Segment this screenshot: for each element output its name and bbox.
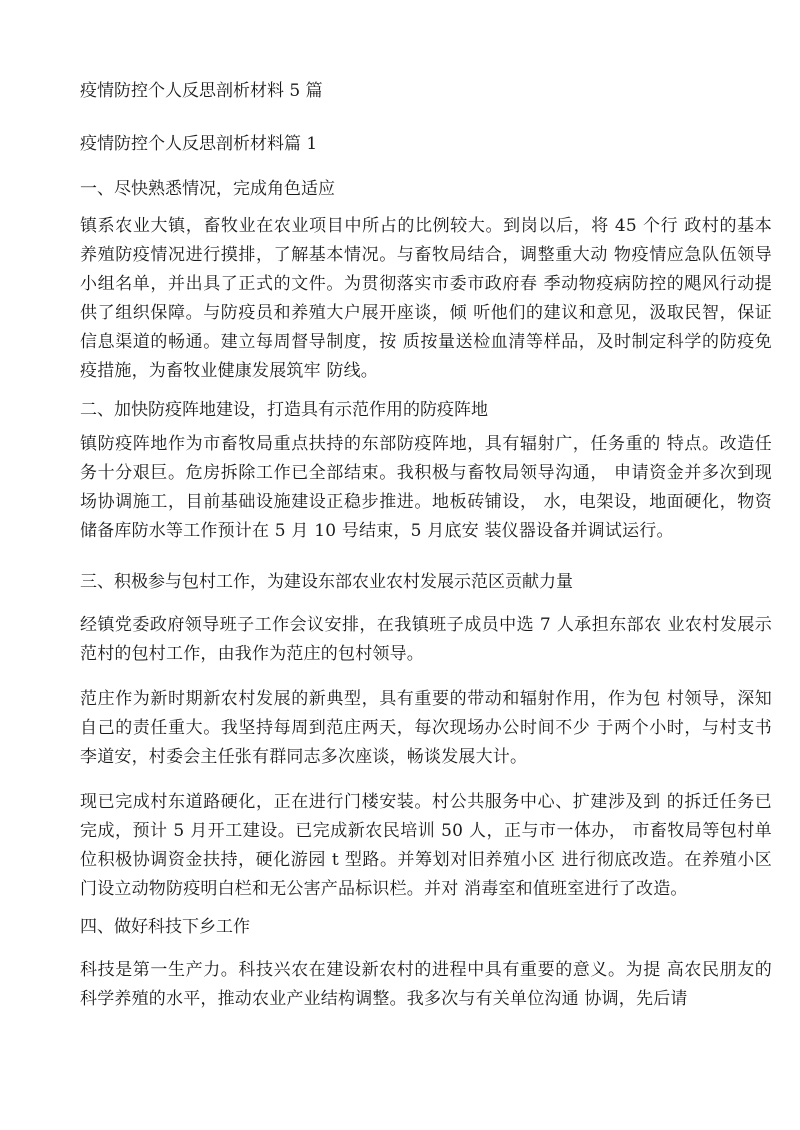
section-3-heading: 三、积极参与包村工作，为建设东部农业农村发展示范区贡献力量 [80, 572, 573, 592]
section-4-paragraph-1: 科技是第一生产力。科技兴农在建设新农村的进程中具有重要的意义。为提 高农民朋友的科学养殖的水平，推动农业产业结构调整。我多次与有关单位沟通 协调，先后请 [80, 960, 772, 1009]
section-2-heading: 二、加快防疫阵地建设，打造具有示范作用的防疫阵地 [80, 400, 488, 420]
section-3-paragraph-2: 范庄作为新时期新农村发展的新典型，具有重要的带动和辐射作用，作为包 村领导，深知自己的责任重大。我坚持每周到范庄两天，每次现场办公时间不少 于两个小时，与村支书李道安，村委会主任张有群同志多次座谈，畅谈发展大计。 [80, 689, 772, 767]
section-2-paragraph-1: 镇防疫阵地作为市畜牧局重点扶持的东部防疫阵地，具有辐射广，任务重的 特点。改造任务十分艰巨。危房拆除工作已全部结束。我积极与畜牧局领导沟通， 申请资金并多次到现场协调施工，目前基础设施建设正稳步推进。地板砖铺设， 水，电架设，地面硬化，物资储备库防水等工作预计在 5 月 10 号结束，5 月底安 装仪器设备并调试运行。 [80, 434, 772, 541]
section-1-paragraph-1: 镇系农业大镇，畜牧业在农业项目中所占的比例较大。到岗以后，将 45 个行 政村的基本养殖防疫情况进行摸排，了解基本情况。与畜牧局结合，调整重大动 物疫情应急队伍领导小组名单，并出具了正式的文件。为贯彻落实市委市政府春 季动物疫病防控的飓风行动提供了组织保障。与防疫员和养殖大户展开座谈，倾 听他们的建议和意见，汲取民智，保证信息渠道的畅通。建立每周督导制度，按 质按量送检血清等样品，及时制定科学的防疫免疫措施，为畜牧业健康发展筑牢 防线。 [80, 216, 772, 381]
section-1-heading: 一、尽快熟悉情况，完成角色适应 [80, 179, 335, 199]
section-3-paragraph-3: 现已完成村东道路硬化，正在进行门楼安装。村公共服务中心、扩建涉及到 的拆迁任务已完成，预计 5 月开工建设。已完成新农民培训 50 人，正与市一体办， 市畜牧局等包村单位积极协调资金扶持，硬化游园 t 型路。并筹划对旧养殖小区 进行彻底改造。在养殖小区门设立动物防疫明白栏和无公害产品标识栏。并对 消毒室和值班室进行了改造。 [80, 792, 772, 899]
section-4-heading: 四、做好科技下乡工作 [80, 917, 250, 937]
section-3-paragraph-1: 经镇党委政府领导班子工作会议安排，在我镇班子成员中选 7 人承担东部农 业农村发展示范村的包村工作，由我作为范庄的包村领导。 [80, 615, 772, 664]
document-title: 疫情防控个人反思剖析材料 5 篇 [80, 81, 323, 101]
document-subtitle: 疫情防控个人反思剖析材料篇 1 [80, 134, 318, 154]
